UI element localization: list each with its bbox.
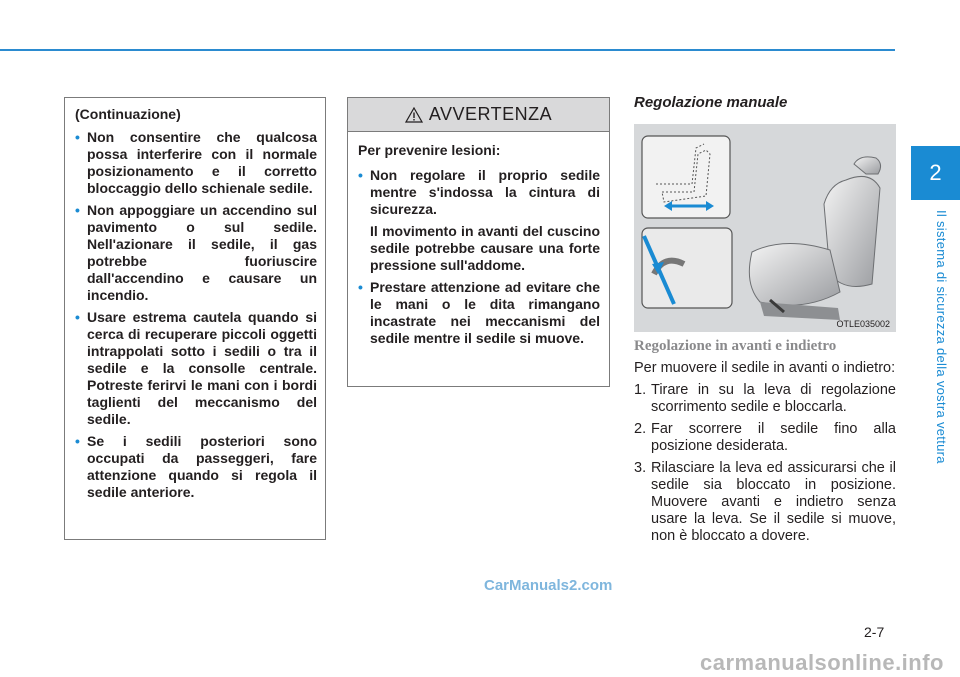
step-number: 2. [634,421,647,437]
bullet-icon: • [75,129,80,145]
list-item-text: Usare estrema cautela quando si cerca di recuperare piccoli oggetti intrappolati sotto i sedili o tra il sedile e la consolle centrale. Potreste ferirvi le mani con i bordi taglienti del meccanismo del sedile. [87,309,317,427]
instructions-intro: Per muovere il sedile in avanti o indietro: [634,360,896,376]
steps-list [634,382,896,545]
list-item-text: Non regolare il proprio sedile mentre s'indossa la cintura di sicurezza. [370,167,600,217]
bullet-icon: • [358,167,363,183]
warning-list [358,167,600,347]
continuation-list [75,129,317,501]
warning-triangle-icon [405,107,423,123]
step-number: 1. [634,382,647,398]
list-item-text: Prestare attenzione ad evitare che le mani o le dita rimangano incastrate nei meccanismi del sedile mentre il sedile si muove. [370,279,600,346]
warning-box [347,97,610,387]
list-item [75,433,317,501]
chapter-title: Il sistema di sicurezza della vostra vettura [934,210,949,464]
bullet-icon: • [75,202,80,218]
section-title: Regolazione manuale [634,94,788,111]
watermark-carmanualsonline: carmanualsonline.info [700,650,944,675]
list-item-text: Non appoggiare un accendino sul pavimento o sul sedile. Nell'azionare il sedile, il gas potrebbe fuoriuscire dall'accendino e causare un incendio. [87,202,317,303]
list-item [634,382,896,416]
continuation-box [64,97,326,540]
list-item [634,460,896,545]
list-item [358,167,600,274]
list-item [75,309,317,428]
figure-code: OTLE035002 [836,319,890,329]
warning-intro: Per prevenire lesioni: [358,142,501,158]
bullet-icon: • [75,433,80,449]
step-text: Far scorrere il sedile fino alla posizione desiderata. [651,421,896,454]
seat-illustration [634,124,896,332]
step-number: 3. [634,460,647,476]
page-number: 2-7 [864,624,885,640]
list-item [634,421,896,455]
continuation-title: (Continuazione) [75,106,181,122]
warning-body [348,132,609,358]
top-rule [0,49,895,51]
list-item [75,202,317,304]
step-text: Tirare in su la leva di regolazione scorrimento sedile e bloccarla. [651,382,896,415]
warning-header [348,98,609,132]
warning-heading: AVVERTENZA [428,104,553,124]
list-item [358,279,600,347]
bullet-icon: • [358,279,363,295]
list-item-text: Non consentire che qualcosa possa interferire con il normale posizionamento e il corretto bloccaggio dello schienale sedile. [87,129,317,196]
seat-figure [634,124,896,332]
subsection-title: Regolazione in avanti e indietro [634,338,837,354]
list-item [75,129,317,197]
watermark-carmanuals2: CarManuals2.com [484,577,613,594]
chapter-number: 2 [929,160,942,185]
instructions [634,360,896,550]
list-item-text: Il movimento in avanti del cuscino sedile potrebbe causare una forte pressione sull'addome. [370,223,600,273]
chapter-tab [911,146,960,200]
step-text: Rilasciare la leva ed assicurarsi che il sedile sia bloccato in posizione. Muovere avanti e indietro senza usare la leva. Se il sedile si muove, non è bloccato a dovere. [651,460,896,544]
list-item-text: Se i sedili posteriori sono occupati da passeggeri, fare attenzione quando si regola il sedile anteriore. [87,433,317,500]
bullet-icon: • [75,309,80,325]
